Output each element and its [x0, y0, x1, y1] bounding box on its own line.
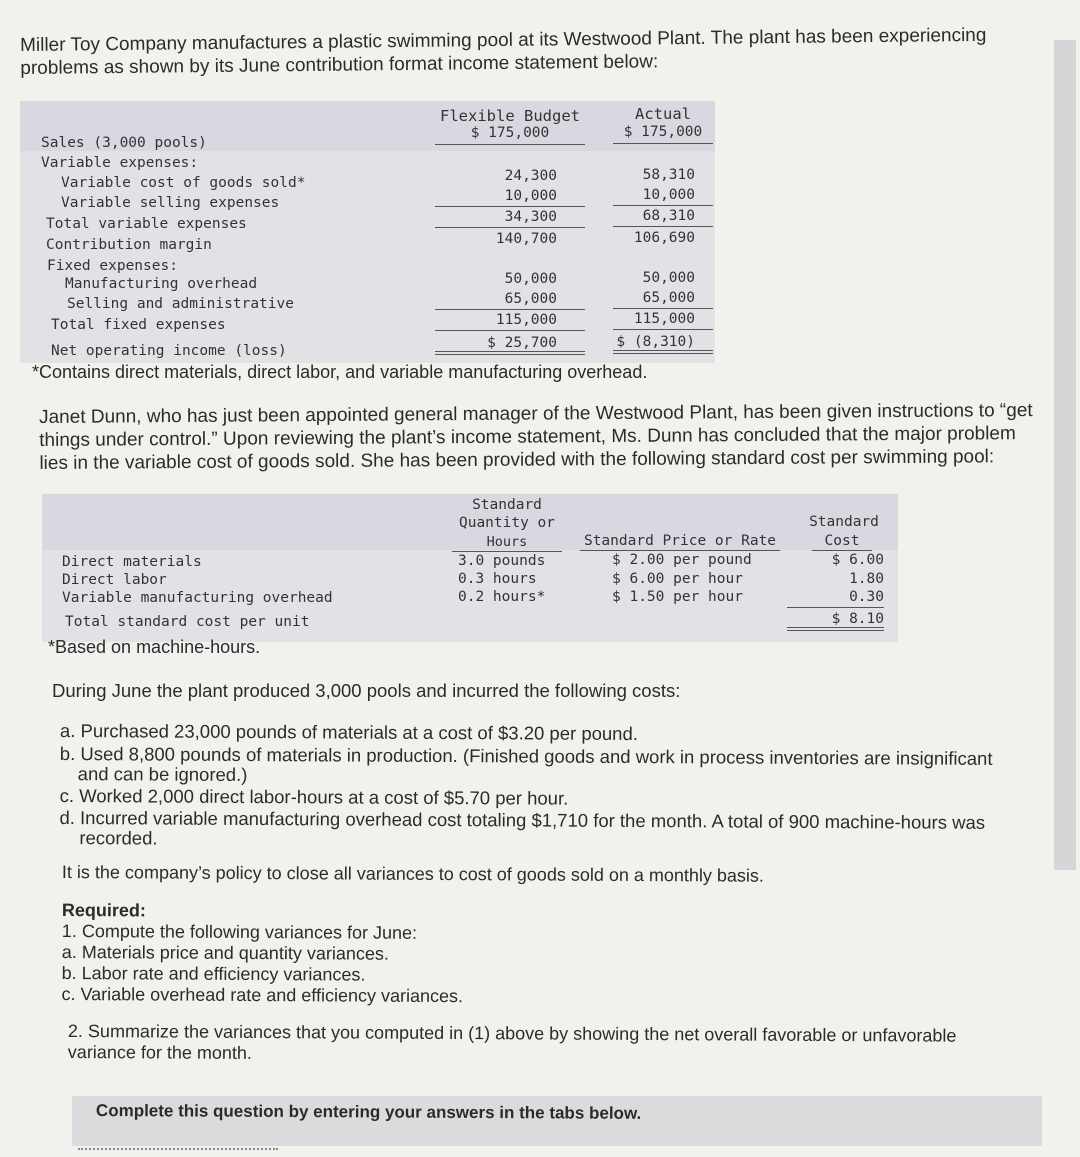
row-sales-actual: $ 175,000: [613, 124, 713, 144]
june-item-b2: and can be ignored.): [77, 763, 248, 785]
income-statement: [20, 101, 715, 363]
sc-row-overhead-cost: 0.30: [787, 589, 884, 608]
header-qty-line3: Hours: [452, 534, 562, 552]
income-statement-footnote: *Contains direct materials, direct labor, and variable manufacturing overhead.: [32, 362, 648, 382]
sc-total-label: Total standard cost per unit: [65, 614, 310, 630]
row-mfg-overhead-flex: 50,000: [504, 271, 557, 287]
row-sga-label: Selling and administrative: [67, 296, 294, 312]
row-sales-label: Sales (3,000 pools): [41, 135, 207, 151]
june-item-a: a. Purchased 23,000 pounds of materials at a cost of $3.20 per pound.: [59, 720, 638, 745]
row-mfg-overhead-actual: 50,000: [642, 270, 695, 286]
row-total-fixed-label: Total fixed expenses: [51, 317, 226, 333]
required-2: [68, 1021, 1028, 1068]
header-qty-line1: Standard: [472, 497, 542, 513]
sc-row-materials-qty: 3.0 pounds: [458, 553, 546, 569]
row-total-variable-label: Total variable expenses: [46, 216, 247, 232]
row-net-income-flex: $ 25,700: [435, 335, 585, 355]
janet-line-1: Janet Dunn, who has just been appointed general manager of the Westwood Plant, has been given instructions to “get: [39, 400, 1033, 428]
sc-row-materials-cost: $ 6.00: [831, 552, 884, 568]
required-1a: a. Materials price and quantity variances.: [61, 941, 389, 964]
intro-paragraph: [20, 23, 1060, 80]
required-1: 1. Compute the following variances for June:: [61, 920, 418, 943]
standard-cost-table: [42, 494, 898, 642]
june-item-c: c. Worked 2,000 direct labor-hours at a cost of $5.70 per hour.: [59, 784, 569, 809]
instruction-bar: [72, 1096, 1042, 1146]
row-vcogs-flex: 24,300: [504, 168, 557, 184]
janet-paragraph: [39, 399, 1069, 475]
required-1b: b. Labor rate and efficiency variances.: [61, 962, 366, 985]
row-vcogs-label: Variable cost of goods sold*: [61, 175, 306, 191]
intro-line-2: problems as shown by its June contribution format income statement below:: [20, 51, 659, 79]
row-total-variable-actual: 68,310: [613, 208, 713, 227]
row-vselling-actual: 10,000: [613, 187, 713, 206]
sc-row-materials-price: $ 2.00 per pound: [612, 552, 752, 568]
row-contribution-margin-flex: 140,700: [495, 231, 557, 247]
june-intro: During June the plant produced 3,000 pools and incurred the following costs:: [52, 680, 681, 701]
sc-row-labor-qty: 0.3 hours: [458, 571, 537, 587]
row-vcogs-actual: 58,310: [642, 167, 695, 183]
row-contribution-margin-actual: 106,690: [633, 230, 695, 246]
row-total-fixed-flex: 115,000: [435, 312, 585, 331]
row-vselling-label: Variable selling expenses: [61, 195, 280, 211]
sc-row-labor-cost: 1.80: [849, 571, 884, 587]
sc-row-overhead-price: $ 1.50 per hour: [612, 589, 743, 605]
instruction-text: Complete this question by entering your answers in the tabs below.: [95, 1101, 642, 1123]
janet-line-2: things under control.” Upon reviewing the plant’s income statement, Ms. Dunn has concluded that the major problem: [39, 423, 1016, 451]
row-sga-actual: 65,000: [613, 290, 713, 309]
row-total-variable-flex: 34,300: [435, 209, 585, 228]
row-sales-flex: $ 175,000: [435, 125, 585, 145]
sc-row-labor-label: Direct labor: [62, 572, 167, 588]
row-vselling-flex: 10,000: [435, 188, 585, 207]
required-1c: c. Variable overhead rate and efficiency variances.: [61, 983, 464, 1007]
sc-row-materials-label: Direct materials: [62, 554, 202, 570]
header-cost-line2: Cost: [812, 533, 872, 551]
header-cost-line1: Standard: [809, 514, 879, 530]
policy-text: It is the company’s policy to close all variances to cost of goods sold on a monthly basis.: [61, 862, 765, 886]
required-2-line-2: variance for the month.: [67, 1041, 252, 1063]
required-section: [61, 900, 463, 1007]
row-total-fixed-actual: 115,000: [613, 311, 713, 330]
row-fixed-expenses-label: Fixed expenses:: [47, 258, 178, 274]
june-item-d2: recorded.: [79, 827, 158, 849]
required-title: Required:: [61, 900, 147, 921]
janet-line-3: lies in the variable cost of goods sold. She has been provided with the following standard cost per swimming pool:: [39, 446, 995, 474]
row-net-income-label: Net operating income (loss): [51, 343, 287, 359]
june-item-d1: d. Incurred variable manufacturing overhead cost totaling $1,710 for the month. A total of 900 machine-hours was: [59, 806, 986, 833]
header-qty-line2: Quantity or: [458, 515, 556, 531]
header-price: Standard Price or Rate: [580, 533, 780, 551]
row-sga-flex: 65,000: [435, 291, 585, 310]
sc-total-cost: $ 8.10: [787, 611, 884, 631]
header-actual: Actual: [635, 105, 691, 123]
standard-cost-footnote: *Based on machine-hours.: [48, 637, 261, 657]
row-contribution-margin-label: Contribution margin: [46, 237, 212, 253]
june-items: [59, 719, 1060, 854]
sc-row-overhead-qty: 0.2 hours*: [458, 589, 546, 605]
header-flexible-budget: Flexible Budget: [440, 107, 580, 125]
tab-strip-edge[interactable]: [78, 1148, 278, 1157]
row-mfg-overhead-label: Manufacturing overhead: [65, 276, 258, 292]
row-variable-expenses-label: Variable expenses:: [41, 155, 199, 171]
required-2-line-1: 2. Summarize the variances that you computed in (1) above by showing the net overall favorable or unfavorable: [67, 1021, 957, 1046]
june-item-b1: b. Used 8,800 pounds of materials in production. (Finished goods and work in process inventories are insignificant: [59, 742, 993, 769]
sc-row-labor-price: $ 6.00 per hour: [612, 571, 743, 587]
sc-row-overhead-label: Variable manufacturing overhead: [62, 590, 333, 606]
intro-line-1: Miller Toy Company manufactures a plastic swimming pool at its Westwood Plant. The plant has been experiencing: [20, 24, 987, 56]
row-net-income-actual: $ (8,310): [613, 334, 713, 354]
